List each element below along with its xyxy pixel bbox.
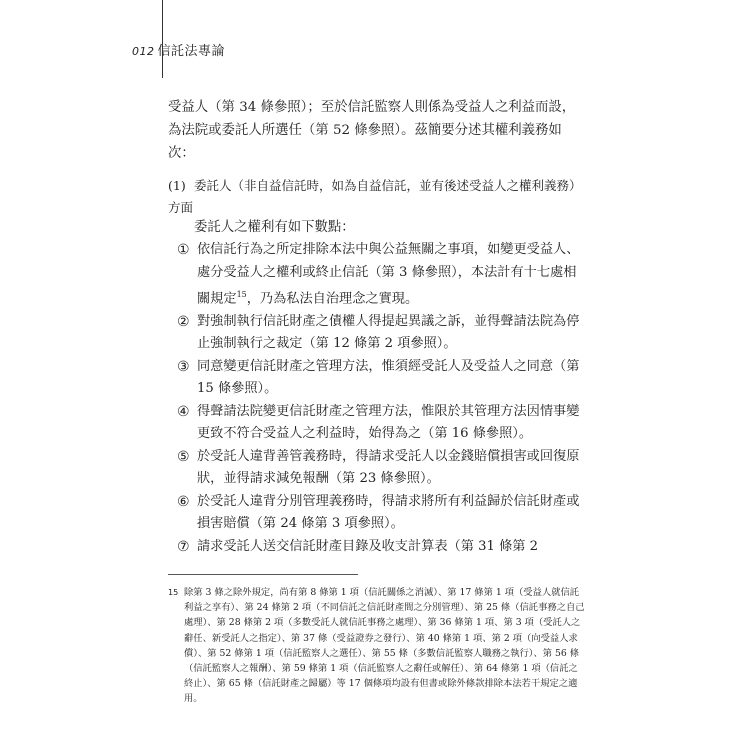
list-marker: ⑦ xyxy=(177,538,190,555)
list-text: 對強制執行信託財產之債權人得提起異議之訴，並得聲請法院為停止強制執行之裁定（第 12 條第 2 項參照）。 xyxy=(197,313,580,352)
list-item xyxy=(177,356,586,401)
list-item xyxy=(177,536,586,559)
footnote xyxy=(168,585,586,707)
list-marker: ② xyxy=(177,313,190,330)
rights-list xyxy=(177,239,586,558)
list-text: 請求受託人送交信託財產目錄及收支計算表（第 31 條第 2 xyxy=(197,538,539,554)
list-text: 依信託行為之所定排除本法中與公益無關之事項，如變更受益人、處分受益人之權利或終止信託（第 3 條參照），本法計有十七處相關規定 xyxy=(197,242,580,307)
list-marker: ④ xyxy=(177,403,190,420)
item-label: (1) xyxy=(168,178,186,193)
item-heading: 委託人（非自益信託時，如為自益信託，並有後述受益人之權利義務）方面 xyxy=(168,178,582,215)
list-marker: ③ xyxy=(177,358,190,375)
list-item xyxy=(177,311,586,356)
list-item xyxy=(177,239,586,311)
list-text-after: ，乃為私法自治理念之實現。 xyxy=(246,291,419,307)
sub-intro: 委託人之權利有如下數點： xyxy=(194,220,355,235)
list-text: 於受託人違背善管義務時，得請求受託人以金錢賠償損害或回復原狀，並得請求減免報酬（第 23 條參照）。 xyxy=(197,448,580,487)
intro-paragraph: 受益人（第 34 條參照）；至於信託監察人則係為受益人之利益而設，為法院或委託人所選任（第 52 條參照）。茲簡要分述其權利義務如次： xyxy=(168,100,576,161)
list-item xyxy=(177,446,586,491)
footnote-number: 15 xyxy=(168,588,179,597)
list-item xyxy=(177,491,586,536)
list-marker: ① xyxy=(177,242,190,258)
list-text: 得聲請法院變更信託財產之管理方法，惟限於其管理方法因情事變更致不符合受益人之利益時，始得為之（第 16 條參照）。 xyxy=(197,403,580,442)
page-number: 012 xyxy=(132,45,155,58)
list-item xyxy=(177,401,586,446)
section-item-1 xyxy=(168,175,586,219)
book-title: 信託法專論 xyxy=(157,44,226,59)
header-rule xyxy=(162,0,163,78)
footnote-text: 除第 3 條之除外規定，尚有第 8 條第 1 項（信託關係之消滅）、第 17 條第 1 項（受益人就信託利益之享有）、第 24 條第 2 項（不同信託之信託財產間之分別管理）、第 25 條（信託事務之自己處理）、第 28 條第 2 項（多數受託人就信託事務之處理）、第 36 條第 1 項、第 3 項（受託人之辭任、新受託人之指定）、第 37 條（受益證券之發行）、第 40 條第 1 項、第 2 項（向受益人求償）、第 52 條第 1 項（信託監察人之選任）、第 55 條（多數信託監察人職務之執行）、第 56 條（信託監察人之報酬）、第 59 條第 1 項（信託監察人之辭任或解任）、第 64 條第 1 項（信託之終止）、第 65 條（信託財產之歸屬）等 17 個條項均設有但書或除外條款排除本法若干規定之適用。 xyxy=(184,587,585,705)
footnote-divider xyxy=(168,574,358,575)
list-marker: ⑤ xyxy=(177,448,190,465)
list-text: 同意變更信託財產之管理方法，惟須經受託人及受益人之同意（第 15 條參照）。 xyxy=(197,358,580,397)
list-text: 於受託人違背分別管理義務時，得請求將所有利益歸於信託財產或損害賠償（第 24 條第 3 項參照）。 xyxy=(197,493,580,532)
footnote-ref[interactable]: 15 xyxy=(236,290,247,299)
running-header xyxy=(132,40,225,59)
list-marker: ⑥ xyxy=(177,493,190,510)
